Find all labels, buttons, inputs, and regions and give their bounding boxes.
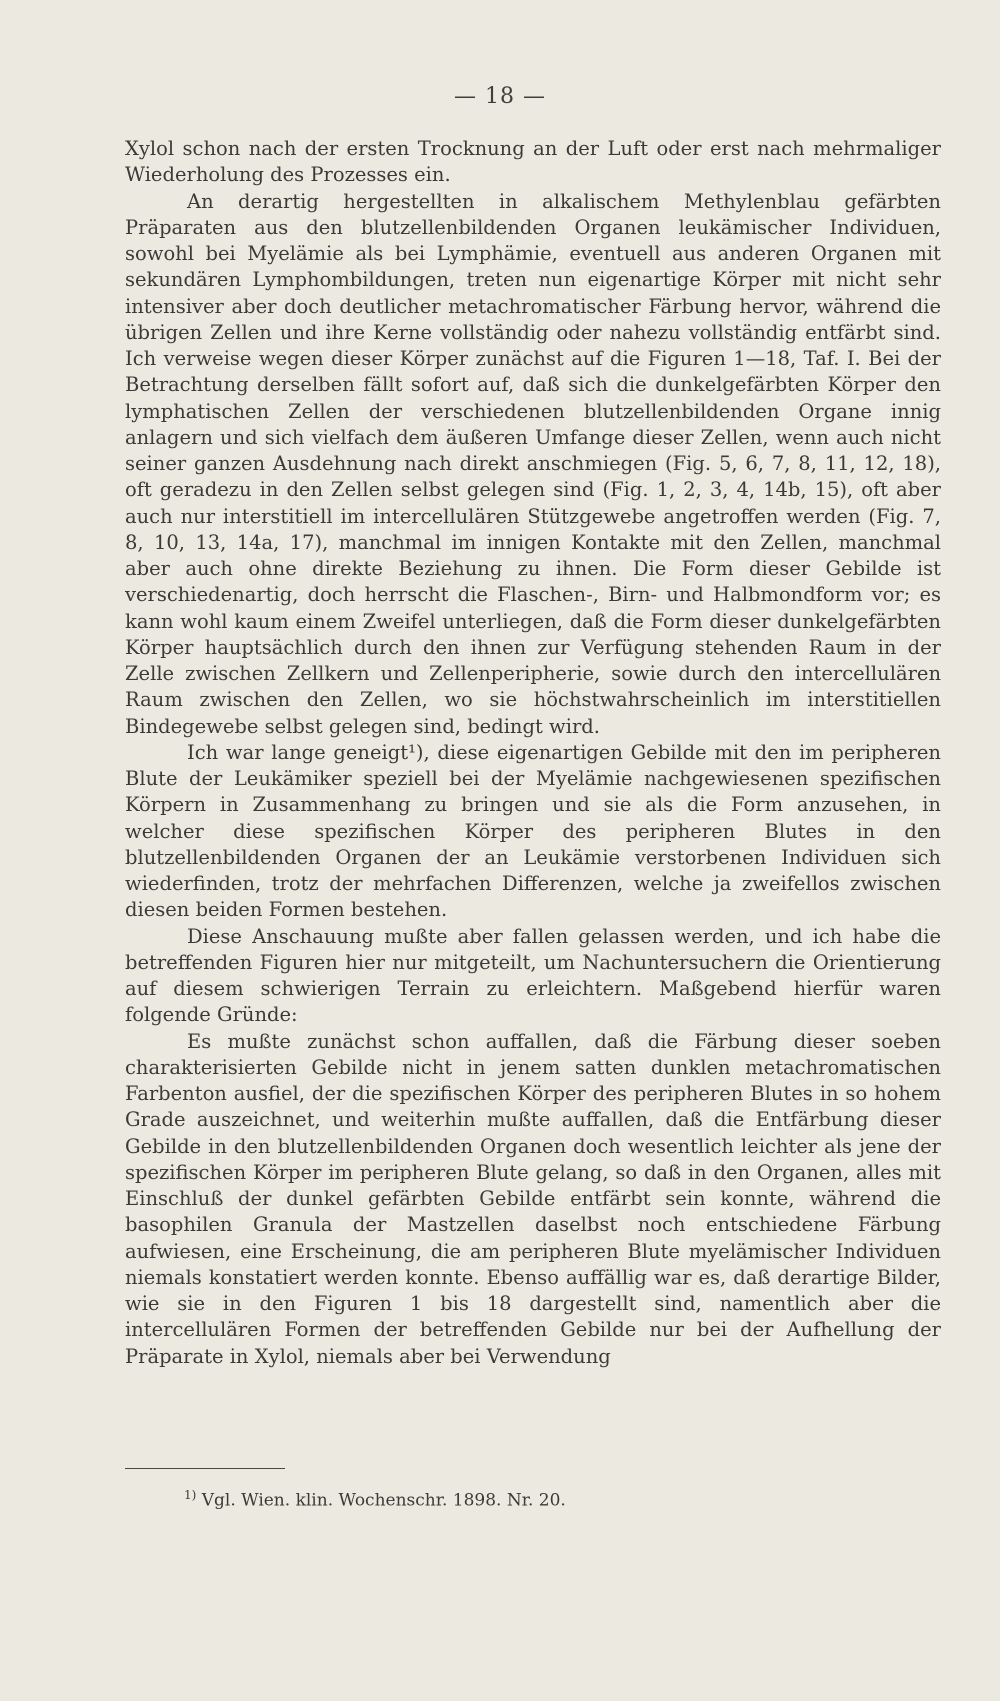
paragraph: Ich war lange geneigt¹), diese eigenartigen Gebilde mit den im peripheren Blute der Leukämiker speziell bei der Myelämie nachgewiesenen spezifischen Körpern in Zusammenhang zu bringen und sie als die Form anzusehen, in welcher diese spezifischen Körper des peripheren Blutes in den blutzellenbildenden Organen der an Leukämie verstorbenen Individuen sich wiederfinden, trotz der mehrfachen Differenzen, welche ja zweifellos zwischen diesen beiden Formen bestehen. — [125, 740, 941, 922]
page-number: — 18 — — [454, 84, 546, 109]
paragraph: Es mußte zunächst schon auffallen, daß die Färbung dieser soeben charakterisierten Gebilde nicht in jenem satten dunklen metachromatischen Farbenton ausfiel, der die spezifischen Körper des peripheren Blutes in so hohem Grade auszeichnet, und weiterhin mußte auffallen, daß die Entfärbung dieser Gebilde in den blutzellenbildenden Organen doch wesentlich leichter als jene der spezifischen Körper im peripheren Blute gelang, so daß in den Organen, alles mit Einschluß der dunkel gefärbten Gebilde entfärbt sein konnte, während die basophilen Granula der Mastzellen daselbst noch entschiedene Färbung aufwiesen, eine Erscheinung, die am peripheren Blute myelämischer Individuen niemals konstatiert werden konnte. Ebenso auffällig war es, daß derartige Bilder, wie sie in den Figuren 1 bis 18 dargestellt sind, namentlich aber die intercellulären Formen der betreffenden Gebilde nur bei der Aufhellung der Präparate in Xylol, niemals aber bei Verwendung — [125, 1029, 941, 1368]
footnote — [184, 1488, 566, 1511]
footnote-marker: 1) — [184, 1488, 197, 1502]
footnote-text: Vgl. Wien. klin. Wochenschr. 1898. Nr. 20. — [201, 1490, 566, 1511]
body-text — [125, 136, 941, 1370]
paragraph: Diese Anschauung mußte aber fallen gelassen werden, und ich habe die betreffenden Figuren hier nur mitgeteilt, um Nachuntersuchern die Orientierung auf diesem schwierigen Terrain zu erleichtern. Maßgebend hierfür waren folgende Gründe: — [125, 924, 941, 1027]
footnote-divider — [125, 1468, 285, 1469]
paragraph: An derartig hergestellten in alkalischem Methylenblau gefärbten Präparaten aus den blutzellenbildenden Organen leukämischer Individuen, sowohl bei Myelämie als bei Lymphämie, eventuell aus anderen Organen mit sekundären Lymphombildungen, treten nun eigenartige Körper mit nicht sehr intensiver aber doch deutlicher metachromatischer Färbung hervor, während die übrigen Zellen und ihre Kerne vollständig oder nahezu vollständig entfärbt sind. Ich verweise wegen dieser Körper zunächst auf die Figuren 1—18, Taf. I. Bei der Betrachtung derselben fällt sofort auf, daß sich die dunkelgefärbten Körper den lymphatischen Zellen der verschiedenen blutzellenbildenden Organe innig anlagern und sich vielfach dem äußeren Umfange dieser Zellen, wenn auch nicht seiner ganzen Ausdehnung nach direkt anschmiegen (Fig. 5, 6, 7, 8, 11, 12, 18), oft geradezu in den Zellen selbst gelegen sind (Fig. 1, 2, 3, 4, 14b, 15), oft aber auch nur interstitiell im intercellulären Stützgewebe angetroffen werden (Fig. 7, 8, 10, 13, 14a, 17), manchmal im innigen Kontakte mit den Zellen, manchmal aber auch ohne direkte Beziehung zu ihnen. Die Form dieser Gebilde ist verschiedenartig, doch herrscht die Flaschen-, Birn- und Halbmondform vor; es kann wohl kaum einem Zweifel unterliegen, daß die Form dieser dunkelgefärbten Körper hauptsächlich durch den ihnen zur Verfügung stehenden Raum in der Zelle zwischen Zellkern und Zellenperipherie, sowie durch den intercellulären Raum zwischen den Zellen, wo sie höchstwahrscheinlich im interstitiellen Bindegewebe selbst gelegen sind, bedingt wird. — [125, 189, 941, 738]
paragraph-continuation: Xylol schon nach der ersten Trocknung an der Luft oder erst nach mehrmaliger Wiederholung des Prozesses ein. — [125, 137, 941, 187]
